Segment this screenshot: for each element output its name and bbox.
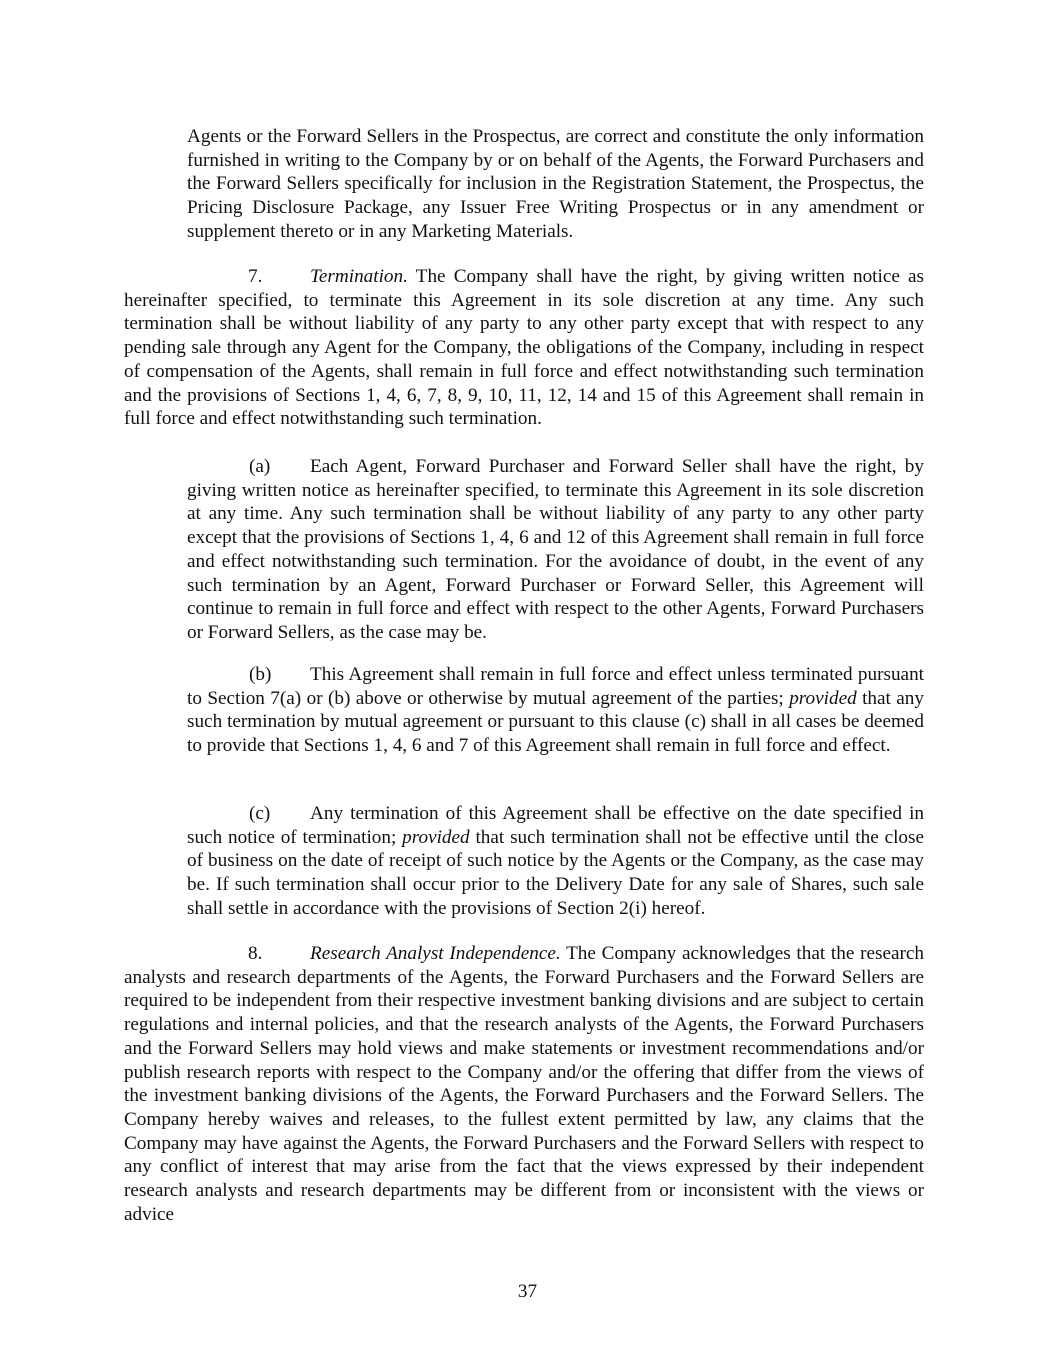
section-7a-text: Each Agent, Forward Purchaser and Forward Seller shall have the right, by giving written notice as hereinafter specified, to terminate this Agreement in its sole discretion at any time. Any such termination shall be without liability of any party to any other party except that the provisions of Sections 1, 4, 6 and 12 of this Agreement shall remain in full force and effect notwithstanding such termination. For the avoidance of doubt, in the event of any such termination by an Agent, Forward Purchaser or Forward Seller, this Agreement will continue to remain in full force and effect with respect to the other Agents, Forward Purchasers or Forward Sellers, as the case may be.	[187, 456, 924, 643]
section-7a-label: (a)	[249, 456, 271, 477]
section-7b-text-before: This Agreement shall remain in full force and effect unless terminated pursuant to Section 7(a) or (b) above or otherwise by mutual agreement of the parties;	[187, 664, 924, 709]
section-7c-text-before: Any termination of this Agreement shall be effective on the date specified in such notice of termination;	[187, 803, 924, 848]
section-8-text: The Company acknowledges that the research analysts and research departments of the Agents, the Forward Purchasers and the Forward Sellers are required to be independent from their respective investment banking divisions and are subject to certain regulations and internal policies, and that the research analysts of the Agents, the Forward Purchasers and the Forward Sellers may hold views and make statements or investment recommendations and/or publish research reports with respect to the Company and/or the offering that differ from the views of the investment banking divisions of the Agents, the Forward Purchasers and the Forward Sellers. The Company hereby waives and releases, to the fullest extent permitted by law, any claims that the Company may have against the Agents, the Forward Purchasers and the Forward Sellers with respect to any conflict of interest that may arise from the fact that the views expressed by their independent research analysts and research departments may be different from or inconsistent with the views or advice	[124, 943, 924, 1225]
section-8-number: 8.	[248, 943, 263, 964]
section-7-text: The Company shall have the right, by giving written notice as hereinafter specified, to terminate this Agreement in its sole discretion at any time. Any such termination shall be without liability of any party to any other party except that with respect to any pending sale through any Agent for the Company, the obligations of the Company, including in respect of compensation of the Agents, shall remain in full force and effect notwithstanding such termination and the provisions of Sections 1, 4, 6, 7, 8, 9, 10, 11, 12, 14 and 15 of this Agreement shall remain in full force and effect notwithstanding such termination.	[124, 266, 924, 430]
section-7-number: 7.	[248, 266, 263, 287]
section-7c-text-after: that such termination shall not be effective until the close of business on the date of receipt of such notice by the Agents or the Company, as the case may be. If such termination shall occur prior to the Delivery Date for any sale of Shares, such sale shall settle in accordance with the provisions of Section 2(i) hereof.	[187, 826, 924, 919]
section-7c-label: (c)	[249, 803, 271, 824]
section-7a-paragraph	[187, 455, 924, 645]
section-7b-provided: provided	[789, 687, 857, 709]
page-number: 37	[517, 1281, 538, 1302]
section-7b-label: (b)	[249, 664, 272, 685]
continuation-paragraph: Agents or the Forward Sellers in the Prospectus, are correct and constitute the only information furnished in writing to the Company by or on behalf of the Agents, the Forward Purchasers and the Forward Sellers specifically for inclusion in the Registration Statement, the Prospectus, the Pricing Disclosure Package, any Issuer Free Writing Prospectus or in any amendment or supplement thereto or in any Marketing Materials.	[187, 126, 924, 242]
section-7c-paragraph	[187, 802, 924, 921]
section-7b-paragraph	[187, 663, 924, 758]
section-8-heading: Research Analyst Independence.	[310, 943, 561, 964]
section-7-paragraph	[124, 265, 924, 431]
section-8-paragraph	[124, 942, 924, 1226]
section-7-heading: Termination.	[310, 266, 408, 287]
section-7c-provided: provided	[402, 826, 470, 848]
section-7b-text-after: that any such termination by mutual agreement or pursuant to this clause (c) shall in all cases be deemed to provide that Sections 1, 4, 6 and 7 of this Agreement shall remain in full force and effect.	[187, 687, 924, 757]
